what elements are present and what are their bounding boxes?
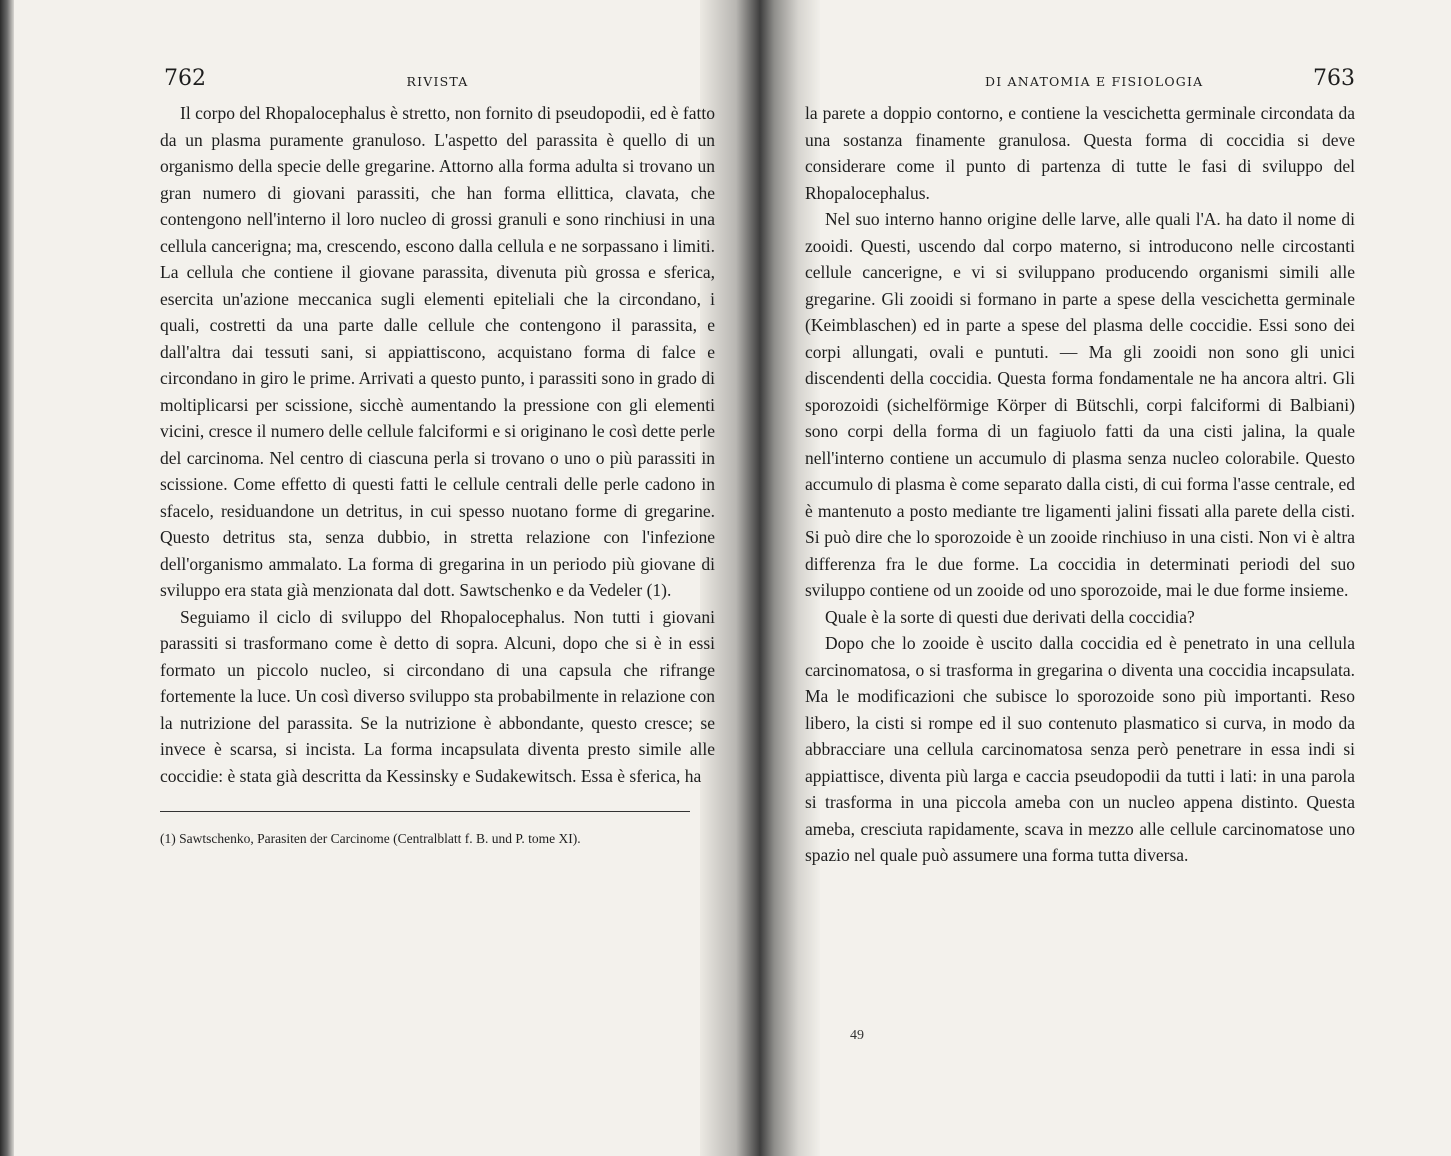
right-page-header (805, 60, 1355, 100)
right-paragraph-3: Quale è la sorte di questi due derivati della coccidia? (825, 606, 1195, 627)
left-paragraph-2: Seguiamo il ciclo di sviluppo del Rhopalocephalus. Non tutti i giovani parassiti si trasformano come è detto di sopra. Alcuni, dopo che si è in essi formato un piccolo nucleo, si circondano di una capsula che rifrange fortemente la luce. Un così diverso sviluppo sta probabilmente in relazione con la nutrizione del parassita. Se la nutrizione è abbondante, questo cresce; se invece è scarsa, si incista. La forma incapsulata diventa presto simile alle coccidie: è stata già descritta da Kessinsky e Sudakewitsch. Essa è sferica, ha (160, 606, 715, 786)
left-paragraph-1: Il corpo del Rhopalocephalus è stretto, non fornito di pseudopodii, ed è fatto da un plasma puramente granuloso. L'aspetto del parassita è quello di un organismo della specie delle gregarine. Attorno alla forma adulta si trovano un gran numero di giovani parassiti, che han forma ellittica, clavata, che contengono nell'interno il loro nucleo di grossi granuli e sono rinchiusi in una cellula cancerigna; ma, crescendo, escono dalla cellula e ne sorpassano i limiti. La cellula che contiene il giovane parassita, divenuta più grossa e sferica, esercita un'azione meccanica sugli elementi epiteliali che la circondano, i quali, costretti da una parte dalle cellule che contengono il parassita, e dall'altra dai tessuti sani, si appiattiscono, acquistano forma di falce e circondano in giro le prime. Arrivati a questo punto, i parassiti sono in grado di moltiplicarsi per scissione, sicchè aumentando la pressione con gli elementi vicini, cresce il numero delle cellule falciformi e si originano le così dette perle del carcinoma. Nel centro di ciascuna perla si trovano o uno o più parassiti in scissione. Come effetto di questi fatti le cellule centrali delle perle cadono in sfacelo, residuandone un detritus, in cui spesso nuotano forme di gregarine. Questo detritus sta, senza dubbio, in stretta relazione con l'infezione dell'organismo ammalato. La forma di gregarina in un periodo più giovane di sviluppo era stata già menzionata dal dott. Sawtschenko e da Vedeler (1). (160, 103, 715, 600)
right-page (805, 60, 1355, 869)
book-gutter (700, 0, 820, 1156)
right-running-head: DI ANATOMIA E FISIOLOGIA (985, 74, 1204, 89)
left-page (160, 60, 715, 848)
left-page-number: 762 (164, 66, 206, 91)
right-paragraph-2: Nel suo interno hanno origine delle larve, alle quali l'A. ha dato il nome di zooidi. Questi, uscendo dal corpo materno, si introducono nelle circostanti cellule cancerigne, e vi si sviluppano producendo organismi simili alle gregarine. Gli zooidi si formano in parte a spese della vescichetta germinale (Keimblaschen) ed in parte a spese del plasma delle coccidie. Essi sono dei corpi allungati, ovali e puntuti. — Ma gli zooidi non sono gli unici discendenti della coccidia. Questa forma fondamentale ne ha ancora altri. Gli sporozoidi (sichelförmige Körper di Bütschli, corpi falciformi di Balbiani) sono corpi della forma di un fagiuolo fatti da una cisti jalina, la quale nell'interno contiene un accumulo di plasma senza nucleo colorabile. Questo accumulo di plasma è come separato dalla cisti, di cui forma l'asse centrale, ed è mantenuto a posto mediante tre ligamenti jalini fissati alla parete della cisti. Si può dire che lo sporozoide è un zooide rinchiuso in una cisti. Non vi è altra differenza fra le due forme. La coccidia in determinati periodi del suo sviluppo contiene od un zooide od uno sporozoide, mai le due forme insieme. (805, 209, 1355, 600)
footnote-rule (160, 811, 690, 812)
signature-mark: 49 (850, 1028, 864, 1043)
right-page-body (805, 100, 1355, 869)
left-page-header (160, 60, 715, 100)
right-page-number: 763 (1313, 66, 1355, 91)
scan-edge (0, 0, 14, 1156)
left-page-body (160, 100, 715, 789)
footnote: (1) Sawtschenko, Parasiten der Carcinome (Centralblatt f. B. und P. tome XI). (160, 831, 581, 846)
left-running-head: RIVISTA (406, 74, 469, 89)
right-paragraph-4: Dopo che lo zooide è uscito dalla coccidia ed è penetrato in una cellula carcinomatosa, o si trasforma in gregarina o diventa una coccidia incapsulata. Ma le modificazioni che subisce lo sporozoide sono più importanti. Reso libero, la cisti si rompe ed il suo contenuto plasmatico si curva, in modo da abbracciare una cellula carcinomatosa senza però penetrare in essa indi si appiattisce, diventa più larga e caccia pseudopodii da tutti i lati: in una parola si trasforma in una piccola ameba con un nucleo appena distinto. Questa ameba, cresciuta rapidamente, scava in mezzo alle cellule carcinomatose uno spazio nel quale può assumere una forma tutta diversa. (805, 633, 1355, 865)
right-paragraph-1: la parete a doppio contorno, e contiene la vescichetta germinale circondata da una sostanza finamente granulosa. Questa forma di coccidia si deve considerare come il punto di partenza di tutte le fasi di sviluppo del Rhopalocephalus. (805, 103, 1355, 203)
